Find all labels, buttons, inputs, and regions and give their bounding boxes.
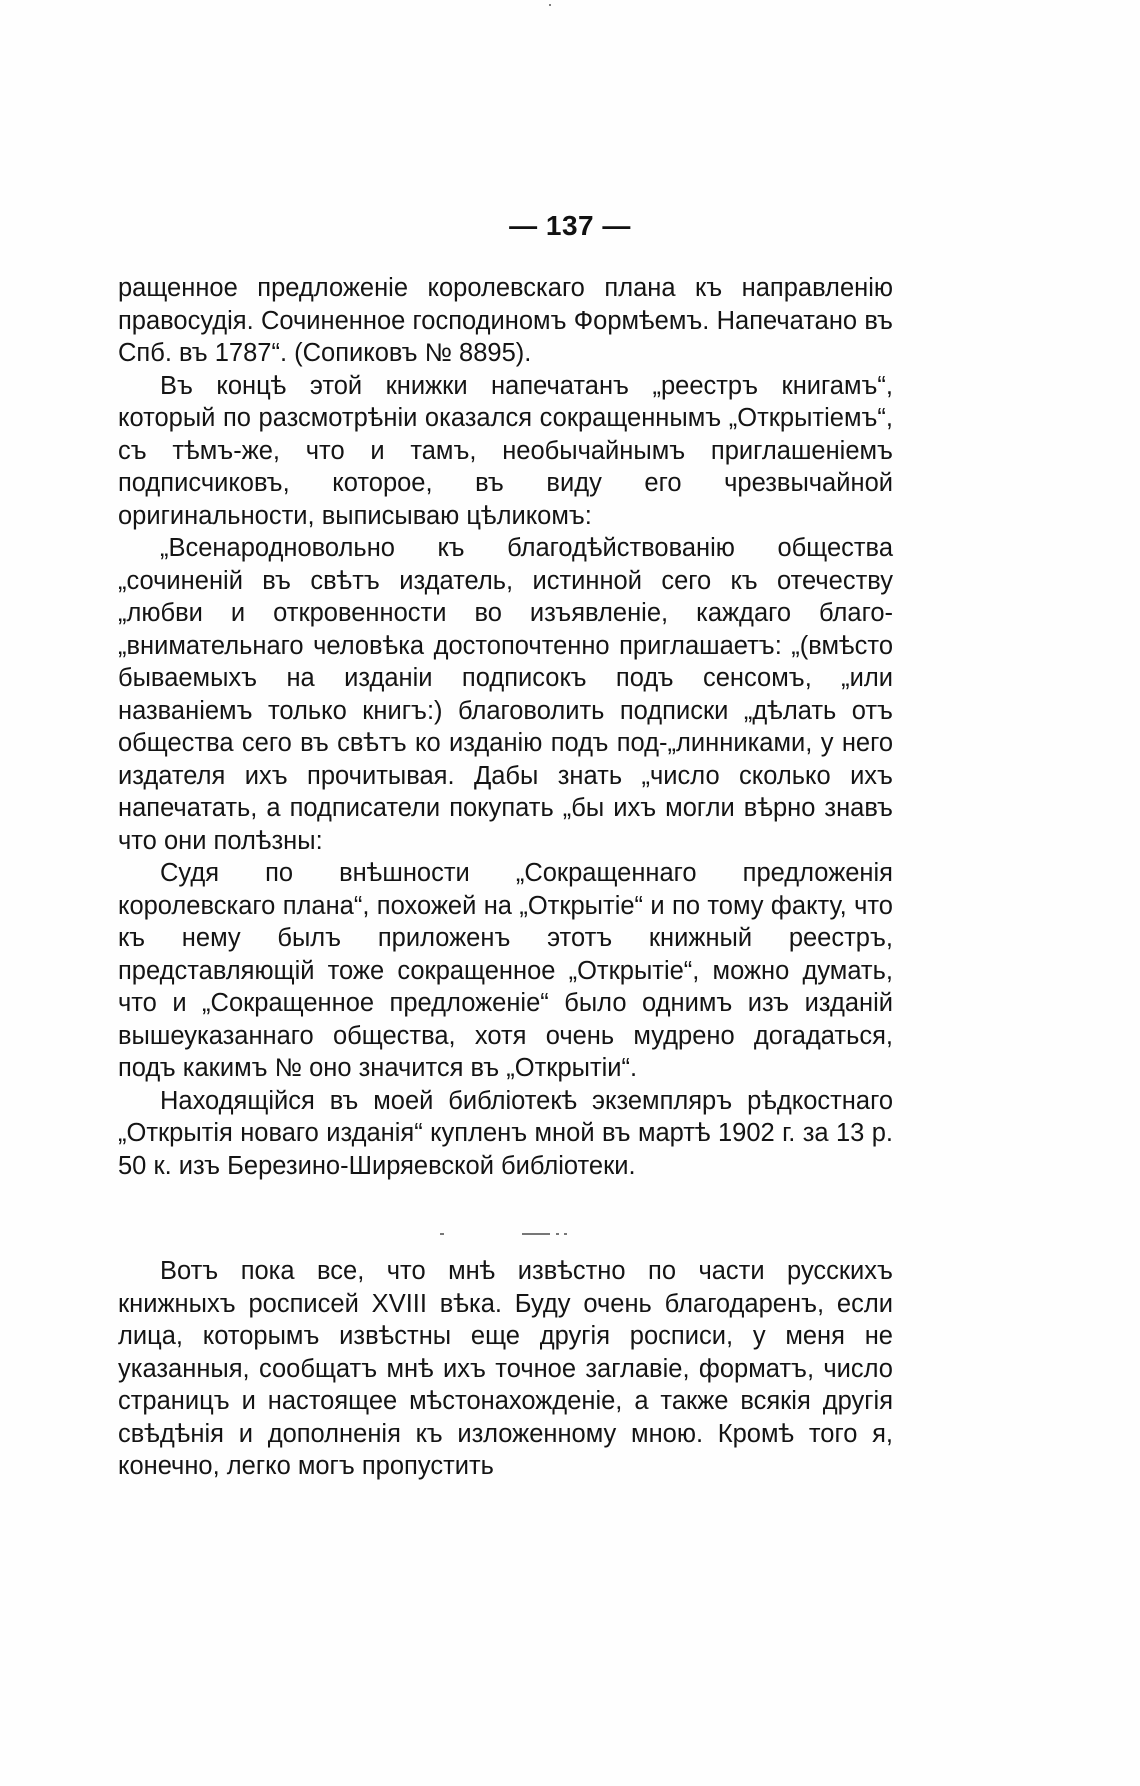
main-text-section bbox=[118, 272, 893, 1182]
paragraph: Вотъ пока все, что мнѣ извѣстно по части русскихъ книжныхъ росписей XVIII вѣка. Буду очень благодаренъ, если лица, которымъ извѣстны еще другія росписи, у меня не указанныя, сообщатъ мнѣ ихъ точное заглавіе, форматъ, число страницъ и настоящее мѣстонахожденіе, а также всякія другія свѣдѣнія и дополненія къ изложенному мною. Кромѣ того я, конечно, легко могъ пропустить bbox=[118, 1257, 893, 1480]
section-divider bbox=[440, 1231, 580, 1237]
paragraph: Находящійся въ моей библіотекѣ экземпляръ рѣдкостнаго „Открытія новаго изданія“ купленъ мной въ мартѣ 1902 г. за 13 р. 50 к. изъ Березино-Ширяевской библіотеки. bbox=[118, 1086, 893, 1180]
paragraph: Судя по внѣшности „Сокращеннаго предложенія королевскаго плана“, похожей на „Открытіе“ и по тому факту, что къ нему былъ приложенъ этотъ книжный реестръ, представляющій тоже сокращенное „Открытіе“, можно думать, что и „Сокращенное предложеніе“ было однимъ изъ изданій вышеуказаннаго общества, хотя очень мудрено догадаться, подъ какимъ № оно значится въ „Открытіи“. bbox=[118, 859, 893, 1082]
page-number: — 137 — bbox=[509, 210, 631, 241]
print-speck bbox=[549, 4, 551, 6]
quoted-invitation: „Всенародновольно къ благодѣйствованію общества „сочиненій въ свѣтъ издатель, истинной сего къ отечеству „любви и откровенности во изъявленіе, каждаго благо-„внимательнаго человѣка достопочтенно приглашаетъ: „(вмѣсто бываемыхъ на изданіи подписокъ подъ сенсомъ, „или названіемъ только книгъ:) благоволить подписки „дѣлать отъ общества сего въ свѣтъ ко изданію подъ под-„линниками, у него издателя ихъ прочитывая. Дабы знать „число сколько ихъ напечатать, а подписатели покупать „бы ихъ могли вѣрно знавъ что они полѣзны: bbox=[118, 534, 893, 855]
paragraph-continuation: ращенное предложеніе королевскаго плана къ направленію правосудія. Сочиненное господиномъ Формѣемъ. Напечатано въ Спб. въ 1787“. (Сопиковъ № 8895). bbox=[118, 274, 893, 367]
closing-text-section bbox=[118, 1255, 893, 1483]
paragraph: Въ концѣ этой книжки напечатанъ „реестръ книгамъ“, который по разсмотрѣніи оказался сокращеннымъ „Открытіемъ“, съ тѣмъ-же, что и тамъ, необычайнымъ приглашеніемъ подписчиковъ, которое, въ виду его чрезвычайной оригинальности, выписываю цѣликомъ: bbox=[118, 371, 893, 530]
